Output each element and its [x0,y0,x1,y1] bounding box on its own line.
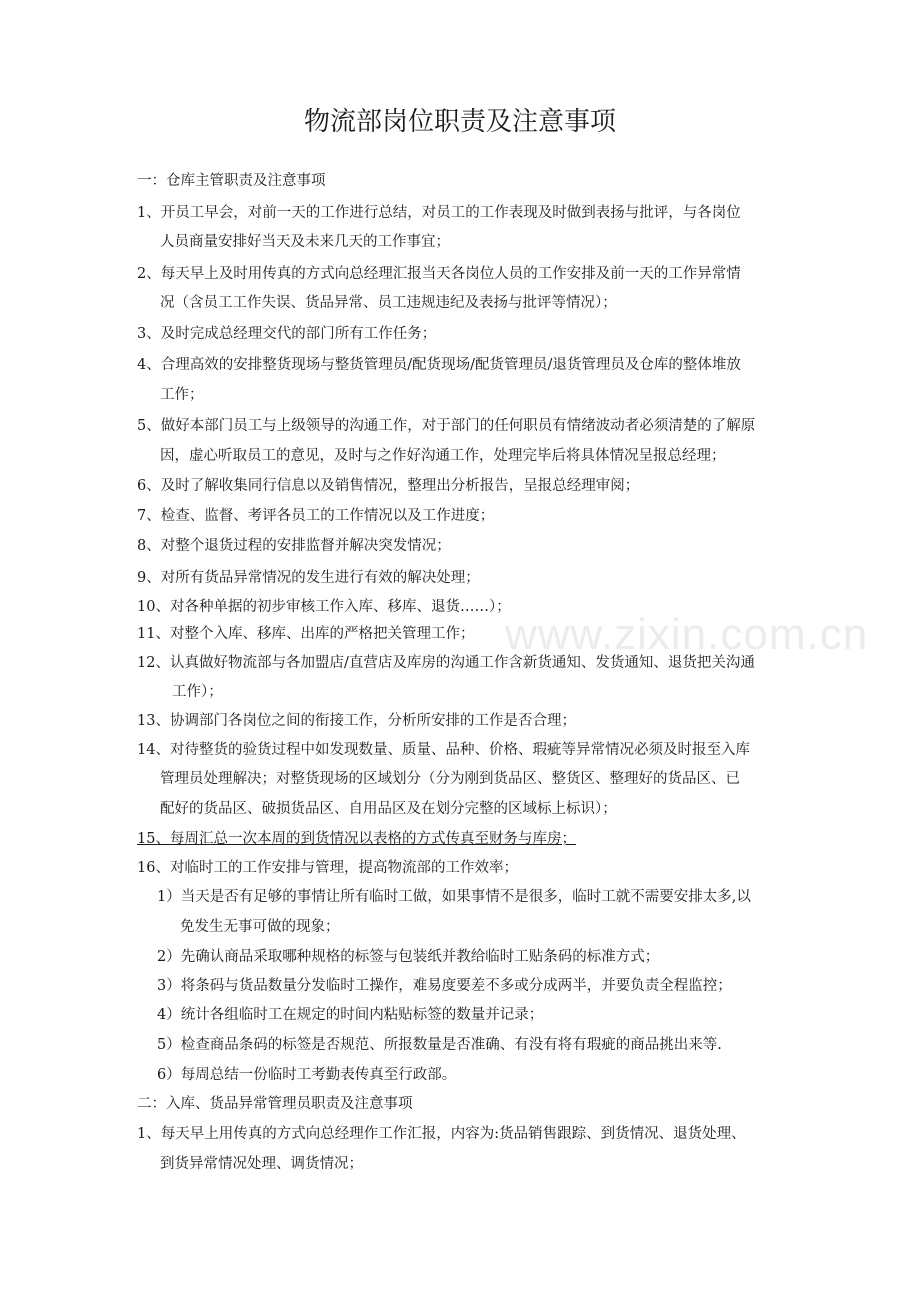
list-item: 5、做好本部门员工与上级领导的沟通工作，对于部门的任何职员有情绪波动者必须清楚的了解原 [137,418,756,434]
sub-list-item: 3）将条码与货品数量分发临时工操作，难易度要差不多或分成两半，并要负责全程监控； [157,978,732,994]
list-item: 6、及时了解收集同行信息以及销售情况，整理出分析报告，呈报总经理审阅； [137,478,640,494]
list-item: 2、每天早上及时用传真的方式向总经理汇报当天各岗位人员的工作安排及前一天的工作异常情 [137,266,741,282]
list-item: 8、对整个退货过程的安排监督并解决突发情况； [137,538,451,554]
list-item: 12、认真做好物流部与各加盟店/直营店及库房的沟通工作含新货通知、发货通知、退货把关沟通 [137,655,755,671]
list-item: 13、协调部门各岗位之间的衔接工作，分析所安排的工作是否合理； [137,713,576,729]
list-item-continuation: 因，虚心听取员工的意见，及时与之作好沟通工作，处理完毕后将具体情况呈报总经理； [160,448,726,464]
list-item: 3、及时完成总经理交代的部门所有工作任务； [137,326,437,342]
list-item: 1、每天早上用传真的方式向总经理作工作汇报，内容为:货品销售跟踪、到货情况、退货处理、 [137,1126,746,1142]
list-item-continuation: 况（含员工工作失误、货品异常、员工违规违纪及表扬与批评等情况）； [160,295,617,311]
section-heading: 二：入库、货品异常管理员职责及注意事项 [137,1096,413,1112]
section-heading: 一：仓库主管职责及注意事项 [137,173,326,189]
list-item: 10、对各种单据的初步审核工作入库、移库、退货……）； [137,599,511,615]
list-item-underlined: 15、每周汇总一次本周的到货情况以表格的方式传真至财务与库房； [137,831,576,847]
list-item-continuation: 工作）； [172,684,223,700]
document-title: 物流部岗位职责及注意事项 [303,107,616,137]
list-item: 7、检查、监督、考评各员工的工作情况以及工作进度； [137,508,495,524]
list-item-continuation: 人员商量安排好当天及未来几天的工作事宜； [160,234,450,250]
list-item: 1、开员工早会，对前一天的工作进行总结，对员工的工作表现及时做到表扬与批评，与各岗位 [137,205,741,221]
watermark: www.zixin.com.cn [505,610,869,659]
list-item: 9、对所有货品异常情况的发生进行有效的解决处理； [137,570,480,586]
sub-list-item: 5）检查商品条码的标签是否规范、所报数量是否准确、有没有将有瑕疵的商品挑出来等. [157,1037,722,1053]
sub-list-item: 6）每周总结一份临时工考勤表传真至行政部。 [157,1067,457,1083]
sub-list-item: 2）先确认商品采取哪种规格的标签与包装纸并教给临时工贴条码的标准方式； [157,949,660,965]
list-item-continuation: 到货异常情况处理、调货情况； [160,1156,363,1172]
sub-list-item: 4）统计各组临时工在规定的时间内粘贴标签的数量并记录； [157,1007,544,1023]
list-item: 16、对临时工的工作安排与管理，提高物流部的工作效率； [137,860,518,876]
sub-list-item: 1）当天是否有足够的事情让所有临时工做，如果事情不是很多，临时工就不需要安排太多,以 [157,889,751,905]
list-item: 11、对整个入库、移库、出库的严格把关管理工作； [137,626,475,642]
list-item-continuation: 配好的货品区、破损货品区、自用品区及在划分完整的区域标上标识）； [160,801,617,817]
list-item: 14、对待整货的验货过程中如发现数量、质量、品种、价格、瑕疵等异常情况必须及时报至入库 [137,742,750,758]
list-item: 4、合理高效的安排整货现场与整货管理员/配货现场/配货管理员/退货管理员及仓库的整体堆放 [137,357,741,373]
list-item-continuation: 工作； [160,387,204,403]
sub-list-item-continuation: 免发生无事可做的现象； [180,919,340,935]
list-item-continuation: 管理员处理解决；对整货现场的区域划分（分为刚到货品区、整货区、整理好的货品区、已 [160,771,740,787]
